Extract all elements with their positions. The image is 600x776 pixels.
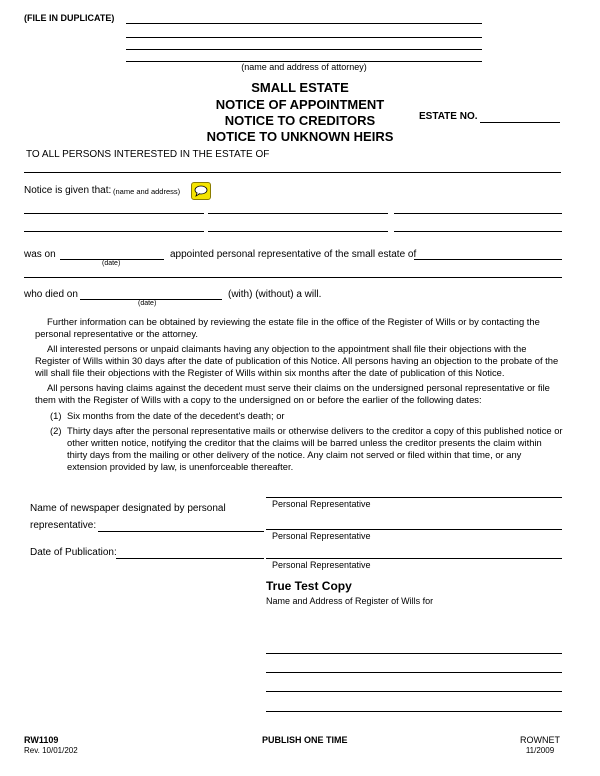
attorney-line-1[interactable] bbox=[126, 23, 482, 24]
revision-date: Rev. 10/01/202 bbox=[24, 746, 78, 755]
file-in-duplicate-note: (FILE IN DUPLICATE) bbox=[24, 13, 115, 23]
who-died-on-label: who died on bbox=[24, 289, 78, 300]
register-line-3[interactable] bbox=[266, 691, 562, 692]
attorney-line-3[interactable] bbox=[126, 49, 482, 50]
paragraph-further-info: Further information can be obtained by reviewing the estate file in the office of the Register of Wills or by contacting the personal representative or the attorney. bbox=[35, 316, 540, 339]
list-item-2-text: Thirty days after the personal representative mails or otherwise delivers to the creditor a copy of this published notice or other written notice, notifying the creditor that the claims will be barred unless the creditor presents the claim within thirty days from the mailing or other delivery of the notice. Any claim not served or filed within that time, or any extension provided by law, is unenforceable thereafter. bbox=[67, 425, 563, 472]
pr-signature-line-1[interactable] bbox=[266, 497, 562, 498]
decedent-name-line-2[interactable] bbox=[24, 277, 562, 278]
pr-name-line-1c[interactable] bbox=[394, 213, 562, 214]
attorney-caption: (name and address of attorney) bbox=[241, 62, 367, 72]
decedent-name-field[interactable] bbox=[414, 259, 562, 260]
form-number: RW1109 bbox=[24, 735, 59, 745]
title-notice-creditors: NOTICE TO CREDITORS bbox=[224, 113, 376, 128]
list-item-1-number: (1) bbox=[50, 410, 62, 421]
pr-name-line-2c[interactable] bbox=[394, 231, 562, 232]
estate-no-label: ESTATE NO. bbox=[419, 111, 478, 122]
register-line-1[interactable] bbox=[266, 653, 562, 654]
pr-label-1: Personal Representative bbox=[272, 499, 371, 509]
name-address-hint: (name and address) bbox=[113, 187, 181, 196]
paragraph-objections: All interested persons or unpaid claimants having any objection to the appointment shall file their objections with the Register of Wills within 30 days after the date of publication of this Notice. All persons having an objection to the probate of the will shall file their objections with the Register of Wills within six months after the date of publication of this Notice. bbox=[35, 343, 559, 378]
with-without-will-text: (with) (without) a will. bbox=[228, 289, 322, 300]
pr-name-line-2b[interactable] bbox=[208, 231, 388, 232]
title-notice-unknown-heirs: NOTICE TO UNKNOWN HEIRS bbox=[206, 129, 394, 144]
register-line-2[interactable] bbox=[266, 672, 562, 673]
newspaper-field[interactable] bbox=[98, 531, 264, 532]
pr-label-2: Personal Representative bbox=[272, 531, 371, 541]
comment-icon[interactable] bbox=[191, 182, 211, 200]
list-item-2-number: (2) bbox=[50, 425, 62, 436]
was-on-label: was on bbox=[24, 249, 56, 260]
death-date-caption: (date) bbox=[138, 300, 157, 307]
paragraph-claims: All persons having claims against the decedent must serve their claims on the undersigned personal representative or file them with the Register of Wills with a copy to the undersigned on or before the earlier of the following dates: bbox=[35, 382, 550, 405]
true-test-copy-heading: True Test Copy bbox=[266, 579, 352, 593]
newspaper-label-2: representative: bbox=[30, 520, 97, 531]
pr-name-line-1b[interactable] bbox=[208, 213, 388, 214]
attorney-line-2[interactable] bbox=[126, 37, 482, 38]
pr-name-line-2a[interactable] bbox=[24, 231, 204, 232]
register-line-4[interactable] bbox=[266, 711, 562, 712]
rownet-label: ROWNET bbox=[520, 735, 560, 745]
title-notice-appointment: NOTICE OF APPOINTMENT bbox=[215, 97, 385, 112]
pr-signature-line-2[interactable] bbox=[266, 529, 562, 530]
estate-no-field[interactable] bbox=[480, 122, 560, 123]
date-of-publication-label: Date of Publication: bbox=[30, 547, 117, 558]
pr-name-line-1a[interactable] bbox=[24, 213, 204, 214]
appointment-date-caption: (date) bbox=[102, 260, 121, 267]
notice-given-label: Notice is given that: bbox=[24, 185, 112, 196]
rownet-date: 11/2009 bbox=[525, 746, 555, 755]
publish-one-time: PUBLISH ONE TIME bbox=[262, 735, 348, 745]
to-all-persons-text: TO ALL PERSONS INTERESTED IN THE ESTATE OF bbox=[26, 149, 270, 160]
appointed-text: appointed personal representative of the small estate of bbox=[170, 249, 417, 260]
newspaper-label: Name of newspaper designated by personal bbox=[30, 503, 226, 514]
pr-label-3: Personal Representative bbox=[272, 560, 371, 570]
register-caption: Name and Address of Register of Wills for bbox=[266, 596, 434, 606]
estate-of-name-line[interactable] bbox=[24, 172, 561, 173]
list-item-1-text: Six months from the date of the decedent's death; or bbox=[67, 410, 285, 421]
date-of-publication-field[interactable] bbox=[116, 558, 264, 559]
title-small-estate: SMALL ESTATE bbox=[251, 80, 349, 95]
pr-signature-line-3[interactable] bbox=[266, 558, 562, 559]
